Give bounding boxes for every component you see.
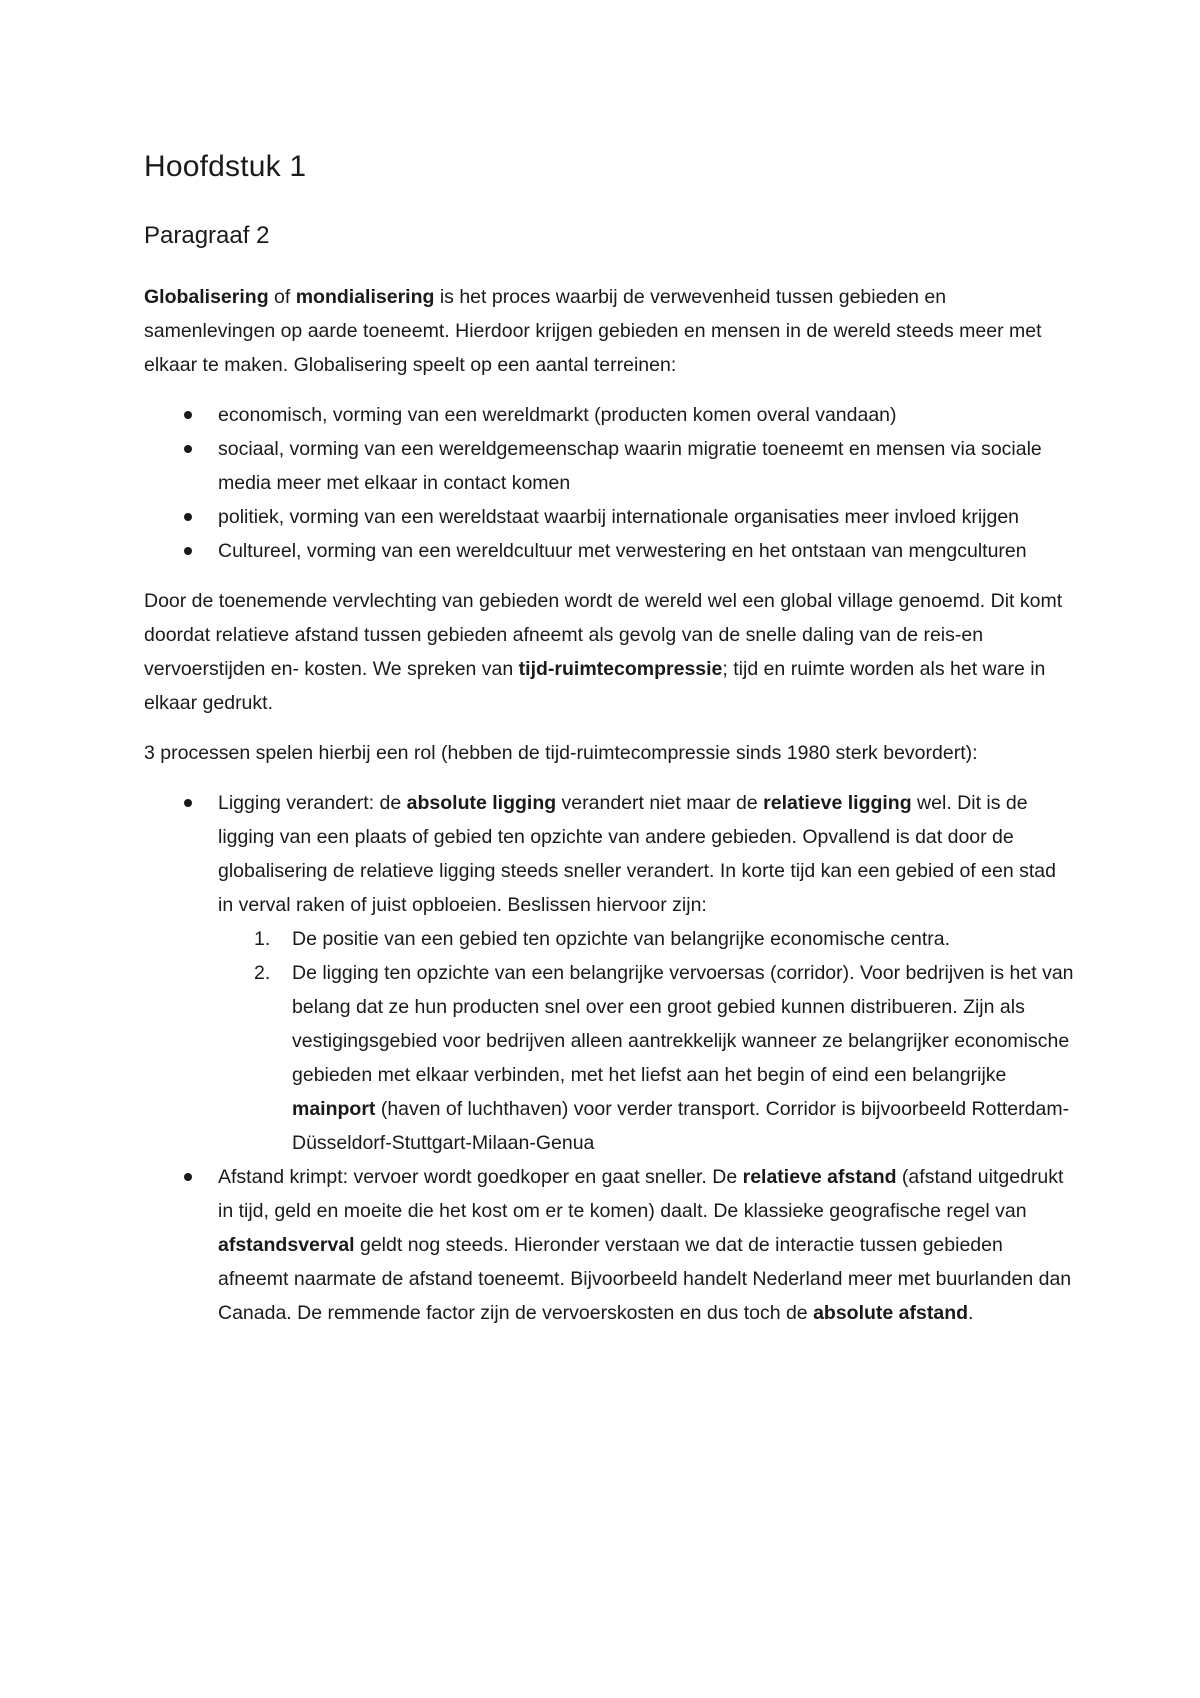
list-item: Cultureel, vorming van een wereldcultuur met verwestering en het ontstaan van mengculturen <box>144 534 1074 568</box>
document-body <box>144 280 1074 1346</box>
list-item: sociaal, vorming van een wereldgemeenschap waarin migratie toeneemt en mensen via sociale media meer met elkaar in contact komen <box>144 432 1074 500</box>
list-item-ligging: Ligging verandert: de absolute ligging verandert niet maar de relatieve ligging wel. Dit is de ligging van een plaats of gebied ten opzichte van andere gebieden. Opvallend is dat door de globalisering de relatieve ligging steeds sneller verandert. In korte tijd kan een gebied of een stad in verval raken of juist opbloeien. Beslissen hiervoor zijn: 1. De positie van een gebied ten opzichte van belangrijke economische centra. 2. De ligging ten opzichte van een belangrijke vervoersas (corridor). Voor bedrijven is het van belang dat ze hun producten snel over een groot gebied kunnen distribueren. Zijn als vestigingsgebied voor bedrijven alleen aantrekkelijk wanneer ze belangrijker economische gebieden met elkaar verbinden, met het liefst aan het begin of eind een belangrijke mainport (haven of luchthaven) voor verder transport. Corridor is bijvoorbeeld Rotterdam-Düsseldorf-Stuttgart-Milaan-Genua <box>144 786 1074 1160</box>
section-heading: Paragraaf 2 <box>144 222 270 249</box>
processes-intro-paragraph: 3 processen spelen hierbij een rol (hebben de tijd-ruimtecompressie sinds 1980 sterk bevordert): <box>144 742 978 764</box>
term-tijd-ruimtecompressie: tijd-ruimtecompressie <box>518 658 723 680</box>
term-mainport: mainport <box>292 1098 376 1120</box>
list-item: politiek, vorming van een wereldstaat waarbij internationale organisaties meer invloed krijgen <box>144 500 1074 534</box>
intro-paragraph: Globalisering of mondialisering is het proces waarbij de verwevenheid tussen gebieden en samenlevingen op aarde toeneemt. Hierdoor krijgen gebieden en mensen in de wereld steeds meer met elkaar te maken. Globalisering speelt op een aantal terreinen: <box>144 286 1042 376</box>
global-village-paragraph: Door de toenemende vervlechting van gebieden wordt de wereld wel een global village genoemd. Dit komt doordat relatieve afstand tussen gebieden afneemt als gevolg van de snelle daling van de reis-en vervoerstijden en- kosten. We spreken van tijd-ruimtecompressie; tijd en ruimte worden als het ware in elkaar gedrukt. <box>144 590 1063 714</box>
globalisation-domains-list <box>144 398 1074 568</box>
chapter-heading: Hoofdstuk 1 <box>144 150 307 183</box>
ligging-factors-list <box>218 922 1074 1160</box>
term-relatieve-ligging: relatieve ligging <box>763 792 912 814</box>
list-item: 2. De ligging ten opzichte van een belangrijke vervoersas (corridor). Voor bedrijven is het van belang dat ze hun producten snel over een groot gebied kunnen distribueren. Zijn als vestigingsgebied voor bedrijven alleen aantrekkelijk wanneer ze belangrijker economische gebieden met elkaar verbinden, met het liefst aan het begin of eind een belangrijke mainport (haven of luchthaven) voor verder transport. Corridor is bijvoorbeeld Rotterdam-Düsseldorf-Stuttgart-Milaan-Genua <box>254 962 1074 1154</box>
term-absolute-ligging: absolute ligging <box>406 792 557 814</box>
term-absolute-afstand: absolute afstand <box>813 1302 969 1324</box>
list-item-afstand: Afstand krimpt: vervoer wordt goedkoper en gaat sneller. De relatieve afstand (afstand uitgedrukt in tijd, geld en moeite die het kost om er te komen) daalt. De klassieke geografische regel van afstandsverval geldt nog steeds. Hieronder verstaan we dat de interactie tussen gebieden afneemt naarmate de afstand toeneemt. Bijvoorbeeld handelt Nederland meer met buurlanden dan Canada. De remmende factor zijn de vervoerskosten en dus toch de absolute afstand. <box>144 1160 1074 1330</box>
list-item: economisch, vorming van een wereldmarkt (producten komen overal vandaan) <box>144 398 1074 432</box>
processes-list <box>144 786 1074 1330</box>
term-mondialisering: mondialisering <box>295 286 435 308</box>
term-globalisering: Globalisering <box>144 286 269 308</box>
term-afstandsverval: afstandsverval <box>218 1234 355 1256</box>
list-item: 1. De positie van een gebied ten opzichte van belangrijke economische centra. <box>254 928 951 950</box>
term-relatieve-afstand: relatieve afstand <box>742 1166 897 1188</box>
